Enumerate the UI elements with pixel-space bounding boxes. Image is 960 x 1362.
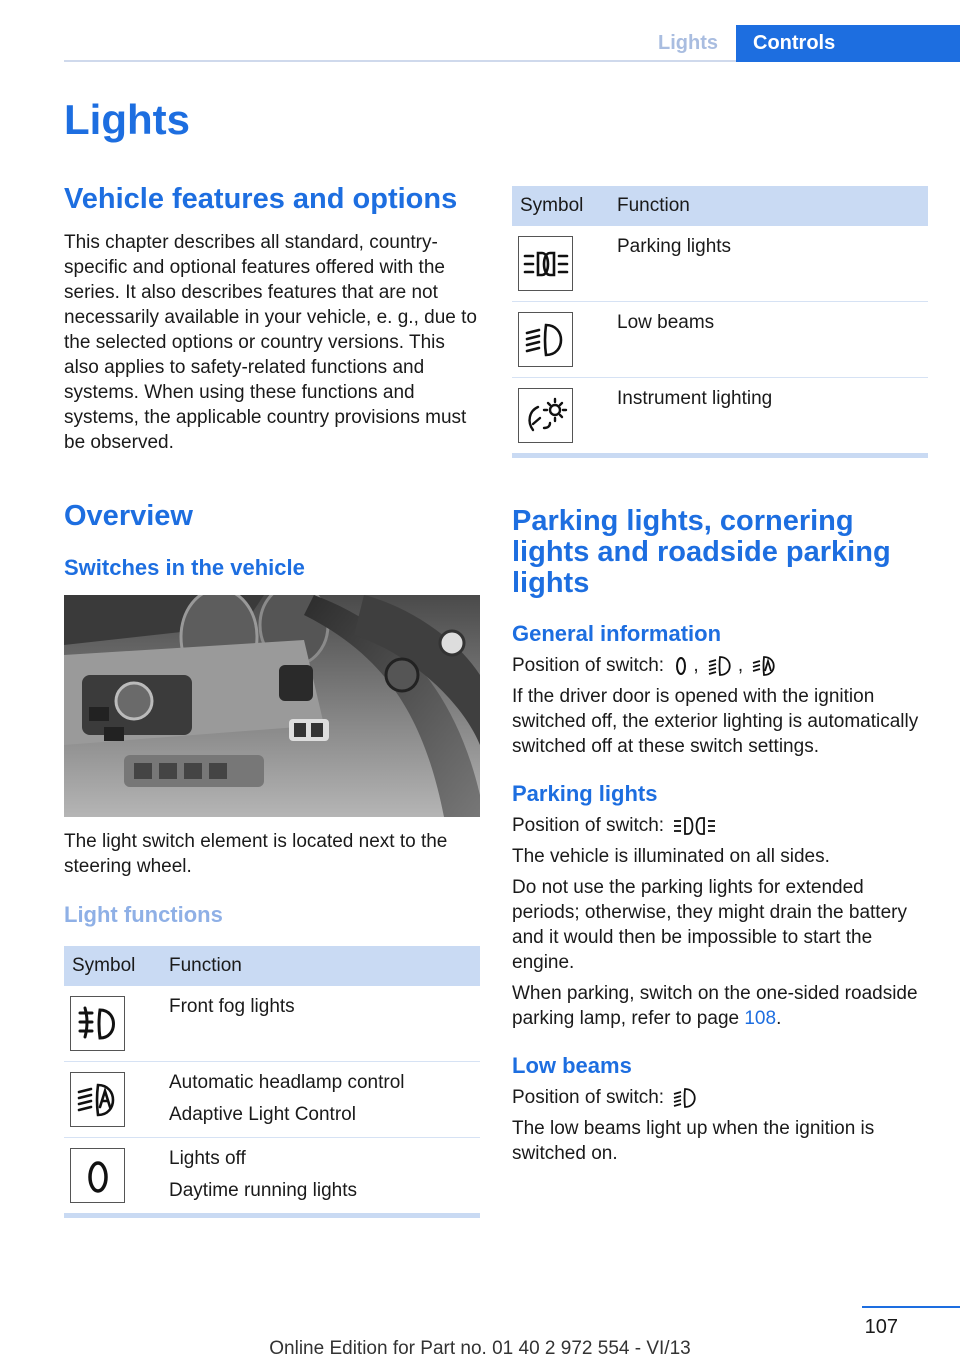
page-title: Lights: [64, 96, 190, 143]
low-beams-heading: Low beams: [512, 1053, 632, 1078]
low-beams-icon: [673, 1087, 699, 1109]
parking-body-3-text: When parking, switch on the one-sided roadside parking lamp, refer to page: [512, 983, 918, 1029]
light-functions-heading: Light functions: [64, 902, 223, 927]
low-position-line: [512, 1085, 928, 1110]
general-position-line: Position of switch: , ,: [512, 653, 928, 678]
function-text: Lights off: [169, 1148, 246, 1169]
parking-section-heading: Parking lights, cornering lights and roadside parking lights: [512, 505, 891, 599]
switch-caption: The light switch element is located next to the steering wheel.: [64, 831, 448, 877]
function-text: Instrument lighting: [617, 388, 773, 409]
parking-body-3: [512, 981, 928, 1031]
low-beams-icon: [518, 312, 573, 367]
parking-body-2: Do not use the parking lights for extended periods; otherwise, they might drain the battery and it would then be impossible to start the engine.: [512, 877, 907, 973]
function-text: Adaptive Light Control: [169, 1104, 356, 1125]
light-functions-table-continued: [512, 186, 928, 458]
footer-rule: [862, 1306, 960, 1308]
parking-lights-icon: [518, 236, 573, 291]
col-function: Function: [161, 946, 480, 986]
light-functions-table: [64, 946, 480, 1218]
table-row: [512, 226, 928, 302]
page-reference-link[interactable]: 108: [744, 1008, 777, 1029]
header-chapter-tab[interactable]: Controls: [736, 25, 960, 62]
lights-off-icon: [70, 1148, 125, 1203]
table-header-row: [64, 946, 480, 986]
overview-heading: Overview: [64, 500, 193, 532]
function-text: Parking lights: [617, 236, 732, 257]
parking-body-1: The vehicle is illuminated on all sides.: [512, 846, 830, 867]
parking-body-3-end: .: [776, 1008, 782, 1029]
instrument-lighting-icon: [518, 388, 573, 443]
left-column: [64, 184, 480, 1218]
table-row: [64, 986, 480, 1062]
table-row: [512, 378, 928, 456]
general-body: If the driver door is opened with the ignition switched off, the exterior lighting is automatically switched off at these switch settings.: [512, 686, 919, 757]
table-header-row: [512, 186, 928, 226]
function-text: Daytime running lights: [169, 1180, 357, 1201]
low-beams-icon: [708, 655, 734, 677]
parking-position-line: [512, 813, 928, 838]
edition-footer: Online Edition for Part no. 01 40 2 972 554 - VI/13: [269, 1338, 691, 1359]
table-row: [64, 1062, 480, 1138]
col-symbol: Symbol: [64, 946, 161, 986]
features-body: This chapter describes all standard, country-specific and optional features offered with the series. It also describes features that are not necessarily available in your vehicle, e. g., due to the selected options or country versions. This also applies to safety-related functions and systems. When using these functions and systems, the applicable country provisions must be observed.: [64, 232, 477, 453]
general-information-heading: General information: [512, 621, 722, 646]
function-text: Automatic headlamp control: [169, 1072, 405, 1093]
page-number: 107: [864, 1316, 898, 1338]
switches-heading: Switches in the vehicle: [64, 555, 305, 580]
position-label: Position of switch:: [512, 1087, 665, 1108]
right-column: [512, 184, 928, 1166]
position-label: Position of switch:: [512, 655, 665, 676]
function-text: Low beams: [617, 312, 715, 333]
parking-lights-heading: Parking lights: [512, 781, 658, 806]
header-section-tab[interactable]: Lights: [658, 32, 718, 54]
lights-off-icon: [673, 655, 689, 677]
function-text: Front fog lights: [169, 996, 295, 1017]
low-body: The low beams light up when the ignition is switched on.: [512, 1118, 875, 1164]
front-fog-lights-icon: [70, 996, 125, 1051]
auto-headlamp-icon: [752, 655, 778, 677]
col-symbol: Symbol: [512, 186, 609, 226]
auto-headlamp-icon: [70, 1072, 125, 1127]
light-switch-photo: [64, 595, 480, 817]
table-row: [512, 302, 928, 378]
features-heading: Vehicle features and options: [64, 183, 458, 215]
table-row: [64, 1138, 480, 1216]
col-function: Function: [609, 186, 928, 226]
position-label: Position of switch:: [512, 815, 665, 836]
parking-lights-icon: [673, 815, 717, 837]
